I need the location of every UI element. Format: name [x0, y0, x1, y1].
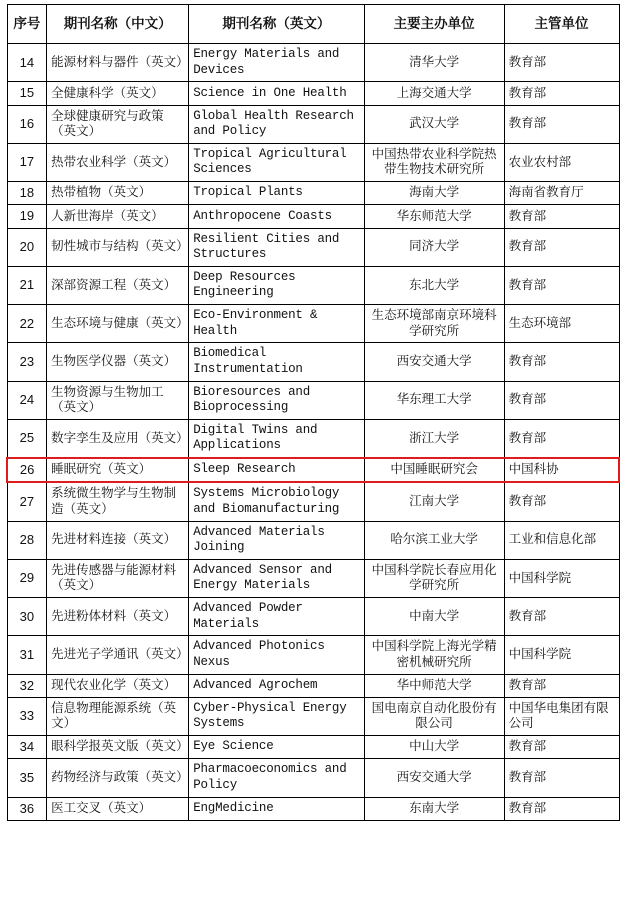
cell-administrator: 教育部 — [504, 598, 619, 636]
cell-name-cn: 先进粉体材料（英文） — [47, 598, 189, 636]
cell-administrator: 教育部 — [504, 759, 619, 797]
cell-organizer: 中国睡眠研究会 — [364, 458, 504, 482]
cell-administrator: 教育部 — [504, 797, 619, 820]
cell-administrator: 教育部 — [504, 205, 619, 228]
cell-organizer: 西安交通大学 — [364, 759, 504, 797]
table-row — [7, 674, 619, 697]
cell-administrator: 教育部 — [504, 381, 619, 419]
cell-organizer: 华中师范大学 — [364, 674, 504, 697]
cell-name-en: Advanced Powder Materials — [189, 598, 364, 636]
cell-organizer: 东南大学 — [364, 797, 504, 820]
cell-index: 36 — [7, 797, 47, 820]
cell-name-en: Pharmacoeconomics and Policy — [189, 759, 364, 797]
cell-name-en: Cyber-Physical Energy Systems — [189, 697, 364, 735]
table-row — [7, 458, 619, 482]
cell-index: 24 — [7, 381, 47, 419]
cell-name-en: Sleep Research — [189, 458, 364, 482]
cell-name-en: Anthropocene Coasts — [189, 205, 364, 228]
cell-name-cn: 生态环境与健康（英文） — [47, 305, 189, 343]
cell-name-cn: 生物资源与生物加工（英文） — [47, 381, 189, 419]
cell-name-en: Advanced Agrochem — [189, 674, 364, 697]
table-header-row — [7, 5, 619, 44]
cell-name-en: Eco-Environment & Health — [189, 305, 364, 343]
table-row — [7, 381, 619, 419]
cell-administrator: 中国科协 — [504, 458, 619, 482]
cell-name-cn: 医工交叉（英文） — [47, 797, 189, 820]
table-row — [7, 182, 619, 205]
cell-index: 25 — [7, 419, 47, 458]
cell-administrator: 中国科学院 — [504, 559, 619, 597]
cell-administrator: 教育部 — [504, 44, 619, 82]
table-row — [7, 205, 619, 228]
cell-index: 26 — [7, 458, 47, 482]
cell-name-en: EngMedicine — [189, 797, 364, 820]
table-row — [7, 228, 619, 266]
cell-name-en: Energy Materials and Devices — [189, 44, 364, 82]
cell-index: 22 — [7, 305, 47, 343]
table-row — [7, 82, 619, 105]
table-body — [7, 44, 619, 821]
cell-name-en: Systems Microbiology and Biomanufacturing — [189, 482, 364, 521]
cell-name-cn: 先进传感器与能源材料（英文） — [47, 559, 189, 597]
cell-name-cn: 深部资源工程（英文） — [47, 266, 189, 304]
cell-name-cn: 全球健康研究与政策（英文） — [47, 105, 189, 143]
cell-name-cn: 先进材料连接（英文） — [47, 521, 189, 559]
cell-name-cn: 人新世海岸（英文） — [47, 205, 189, 228]
cell-name-cn: 数字孪生及应用（英文） — [47, 419, 189, 458]
table-row — [7, 44, 619, 82]
cell-name-cn: 信息物理能源系统（英文） — [47, 697, 189, 735]
cell-organizer: 上海交通大学 — [364, 82, 504, 105]
cell-name-en: Deep Resources Engineering — [189, 266, 364, 304]
cell-name-en: Advanced Photonics Nexus — [189, 636, 364, 674]
cell-administrator: 工业和信息化部 — [504, 521, 619, 559]
journal-list-table — [6, 4, 620, 821]
cell-index: 15 — [7, 82, 47, 105]
table-row — [7, 636, 619, 674]
cell-index: 19 — [7, 205, 47, 228]
cell-administrator: 海南省教育厅 — [504, 182, 619, 205]
cell-organizer: 华东理工大学 — [364, 381, 504, 419]
cell-administrator: 教育部 — [504, 82, 619, 105]
table-row — [7, 266, 619, 304]
cell-administrator: 教育部 — [504, 228, 619, 266]
cell-name-en: Science in One Health — [189, 82, 364, 105]
cell-index: 33 — [7, 697, 47, 735]
cell-index: 20 — [7, 228, 47, 266]
column-header-organizer: 主要主办单位 — [364, 5, 504, 44]
cell-index: 28 — [7, 521, 47, 559]
cell-organizer: 中国科学院长春应用化学研究所 — [364, 559, 504, 597]
cell-organizer: 中南大学 — [364, 598, 504, 636]
column-header-name-cn: 期刊名称（中文） — [47, 5, 189, 44]
table-row — [7, 797, 619, 820]
cell-name-cn: 全健康科学（英文） — [47, 82, 189, 105]
cell-name-en: Advanced Sensor and Energy Materials — [189, 559, 364, 597]
table-row — [7, 559, 619, 597]
cell-organizer: 武汉大学 — [364, 105, 504, 143]
cell-administrator: 教育部 — [504, 105, 619, 143]
cell-administrator: 中国科学院 — [504, 636, 619, 674]
cell-index: 31 — [7, 636, 47, 674]
column-header-name-en: 期刊名称（英文） — [189, 5, 364, 44]
cell-administrator: 中国华电集团有限公司 — [504, 697, 619, 735]
cell-index: 23 — [7, 343, 47, 381]
cell-name-cn: 眼科学报英文版（英文） — [47, 736, 189, 759]
cell-index: 16 — [7, 105, 47, 143]
cell-index: 18 — [7, 182, 47, 205]
cell-name-cn: 系统微生物学与生物制造（英文） — [47, 482, 189, 521]
table-row — [7, 697, 619, 735]
cell-organizer: 清华大学 — [364, 44, 504, 82]
cell-name-en: Bioresources and Bioprocessing — [189, 381, 364, 419]
column-header-index: 序号 — [7, 5, 47, 44]
cell-administrator: 教育部 — [504, 482, 619, 521]
cell-index: 14 — [7, 44, 47, 82]
cell-organizer: 华东师范大学 — [364, 205, 504, 228]
cell-organizer: 中国科学院上海光学精密机械研究所 — [364, 636, 504, 674]
column-header-administrator: 主管单位 — [504, 5, 619, 44]
cell-name-cn: 热带植物（英文） — [47, 182, 189, 205]
cell-name-en: Resilient Cities and Structures — [189, 228, 364, 266]
table-row — [7, 521, 619, 559]
cell-name-cn: 睡眠研究（英文） — [47, 458, 189, 482]
cell-name-cn: 能源材料与器件（英文） — [47, 44, 189, 82]
cell-organizer: 海南大学 — [364, 182, 504, 205]
table-row — [7, 343, 619, 381]
cell-administrator: 教育部 — [504, 266, 619, 304]
cell-index: 29 — [7, 559, 47, 597]
cell-administrator: 教育部 — [504, 419, 619, 458]
table-row — [7, 143, 619, 181]
table-row — [7, 419, 619, 458]
cell-index: 17 — [7, 143, 47, 181]
cell-index: 21 — [7, 266, 47, 304]
cell-organizer: 同济大学 — [364, 228, 504, 266]
cell-name-en: Tropical Plants — [189, 182, 364, 205]
table-header — [7, 5, 619, 44]
cell-index: 35 — [7, 759, 47, 797]
cell-name-cn: 生物医学仪器（英文） — [47, 343, 189, 381]
table-row — [7, 736, 619, 759]
cell-index: 34 — [7, 736, 47, 759]
cell-name-en: Biomedical Instrumentation — [189, 343, 364, 381]
cell-name-en: Digital Twins and Applications — [189, 419, 364, 458]
cell-organizer: 东北大学 — [364, 266, 504, 304]
cell-organizer: 哈尔滨工业大学 — [364, 521, 504, 559]
cell-index: 32 — [7, 674, 47, 697]
cell-organizer: 中国热带农业科学院热带生物技术研究所 — [364, 143, 504, 181]
cell-name-en: Global Health Research and Policy — [189, 105, 364, 143]
cell-administrator: 教育部 — [504, 674, 619, 697]
cell-organizer: 国电南京自动化股份有限公司 — [364, 697, 504, 735]
cell-organizer: 西安交通大学 — [364, 343, 504, 381]
cell-administrator: 教育部 — [504, 736, 619, 759]
cell-name-cn: 先进光子学通讯（英文） — [47, 636, 189, 674]
cell-name-cn: 热带农业科学（英文） — [47, 143, 189, 181]
cell-name-cn: 药物经济与政策（英文） — [47, 759, 189, 797]
table-row — [7, 482, 619, 521]
table-row — [7, 598, 619, 636]
table-row — [7, 759, 619, 797]
cell-name-en: Eye Science — [189, 736, 364, 759]
cell-index: 27 — [7, 482, 47, 521]
cell-organizer: 浙江大学 — [364, 419, 504, 458]
cell-organizer: 中山大学 — [364, 736, 504, 759]
cell-name-en: Advanced Materials Joining — [189, 521, 364, 559]
cell-organizer: 生态环境部南京环境科学研究所 — [364, 305, 504, 343]
cell-administrator: 生态环境部 — [504, 305, 619, 343]
cell-name-cn: 现代农业化学（英文） — [47, 674, 189, 697]
table-row — [7, 105, 619, 143]
cell-name-en: Tropical Agricultural Sciences — [189, 143, 364, 181]
cell-index: 30 — [7, 598, 47, 636]
cell-administrator: 教育部 — [504, 343, 619, 381]
cell-name-cn: 韧性城市与结构（英文） — [47, 228, 189, 266]
cell-organizer: 江南大学 — [364, 482, 504, 521]
table-row — [7, 305, 619, 343]
cell-administrator: 农业农村部 — [504, 143, 619, 181]
